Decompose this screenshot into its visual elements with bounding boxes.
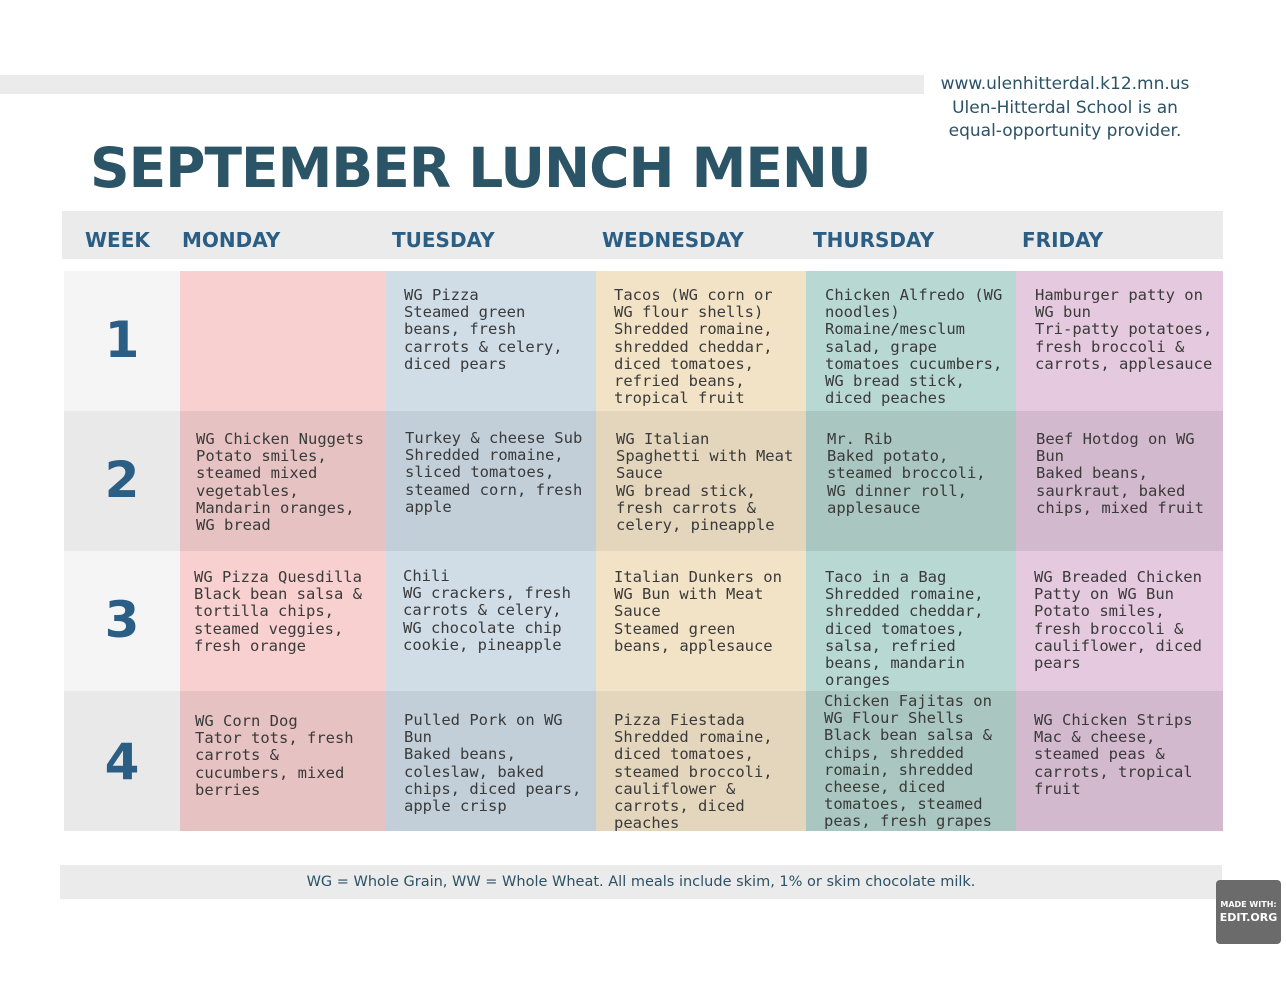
badge-brand: EDIT.ORG bbox=[1219, 911, 1278, 924]
menu-item-wednesday: Pizza Fiestada Shredded romaine, diced tomatoes, steamed broccoli, cauliflower & carrots, diced peaches bbox=[614, 711, 773, 833]
column-header-monday: MONDAY bbox=[182, 228, 281, 252]
week-number: 1 bbox=[104, 311, 140, 369]
menu-item-thursday: Mr. Rib Baked potato, steamed broccoli, WG dinner roll, applesauce bbox=[827, 430, 986, 517]
menu-item-tuesday: Pulled Pork on WG Bun Baked beans, coleslaw, baked chips, diced pears, apple crisp bbox=[404, 711, 582, 816]
week-row-2 bbox=[64, 411, 1223, 551]
monday-cell bbox=[180, 271, 386, 411]
menu-item-monday: WG Pizza Quesdilla Black bean salsa & tortilla chips, steamed veggies, fresh orange bbox=[194, 568, 362, 655]
made-with-badge[interactable] bbox=[1216, 880, 1281, 944]
menu-item-friday: Hamburger patty on WG bun Tri-patty potatoes, fresh broccoli & carrots, applesauce bbox=[1035, 286, 1213, 373]
menu-item-thursday: Taco in a Bag Shredded romaine, shredded cheddar, diced tomatoes, salsa, refried beans, mandarin oranges bbox=[825, 568, 984, 690]
menu-item-wednesday: Tacos (WG corn or WG flour shells) Shredded romaine, shredded cheddar, diced tomatoes, refried beans, tropical fruit bbox=[614, 286, 773, 408]
menu-item-monday: WG Corn Dog Tator tots, fresh carrots & cucumbers, mixed berries bbox=[195, 712, 354, 799]
footer-note: WG = Whole Grain, WW = Whole Wheat. All meals include skim, 1% or skim chocolate milk. bbox=[306, 874, 976, 890]
week-number: 4 bbox=[104, 733, 140, 791]
menu-item-friday: Beef Hotdog on WG Bun Baked beans, saurkraut, baked chips, mixed fruit bbox=[1036, 430, 1204, 517]
school-info bbox=[934, 73, 1196, 144]
column-header-thursday: THURSDAY bbox=[813, 228, 935, 252]
footer-bar bbox=[60, 865, 1222, 899]
column-header-friday: FRIDAY bbox=[1022, 228, 1104, 252]
menu-item-tuesday: Chili WG crackers, fresh carrots & celery, WG chocolate chip cookie, pineapple bbox=[403, 567, 571, 654]
menu-item-thursday: Chicken Alfredo (WG noodles) Romaine/mesclum salad, grape tomatoes cucumbers, WG bread stick, diced peaches bbox=[825, 286, 1003, 408]
week-row-3 bbox=[64, 551, 1223, 691]
menu-grid bbox=[64, 271, 1223, 831]
page-title: SEPTEMBER LUNCH MENU bbox=[90, 136, 871, 200]
column-header-tuesday: TUESDAY bbox=[392, 228, 495, 252]
week-row-1 bbox=[64, 271, 1223, 411]
week-row-4 bbox=[64, 691, 1223, 831]
menu-item-thursday: Chicken Fajitas on WG Flour Shells Black bean salsa & chips, shredded romain, shredded cheese, diced tomatoes, steamed peas, fresh grapes bbox=[824, 692, 992, 831]
menu-item-tuesday: WG Pizza Steamed green beans, fresh carrots & celery, diced pears bbox=[404, 286, 563, 373]
menu-item-monday: WG Chicken Nuggets Potato smiles, steamed mixed vegetables, Mandarin oranges, WG bread bbox=[196, 430, 364, 535]
column-header-row bbox=[62, 211, 1223, 259]
badge-label: MADE WITH: bbox=[1220, 900, 1277, 909]
equal-opportunity-notice-line1: Ulen-Hitterdal School is an bbox=[952, 97, 1178, 118]
week-number: 2 bbox=[104, 451, 140, 509]
menu-item-friday: WG Chicken Strips Mac & cheese, steamed peas & carrots, tropical fruit bbox=[1034, 711, 1193, 798]
equal-opportunity-notice-line2: equal-opportunity provider. bbox=[948, 121, 1182, 141]
menu-item-tuesday: Turkey & cheese Sub Shredded romaine, sliced tomatoes, steamed corn, fresh apple bbox=[405, 429, 583, 516]
top-decorative-bar bbox=[0, 75, 924, 94]
menu-item-wednesday: WG Italian Spaghetti with Meat Sauce WG bread stick, fresh carrots & celery, pineapple bbox=[616, 430, 794, 535]
column-header-week: WEEK bbox=[85, 228, 150, 252]
column-header-wednesday: WEDNESDAY bbox=[602, 228, 744, 252]
week-number: 3 bbox=[104, 591, 140, 649]
website-link[interactable]: www.ulenhitterdal.k12.mn.us bbox=[940, 74, 1190, 94]
menu-item-friday: WG Breaded Chicken Patty on WG Bun Potato smiles, fresh broccoli & cauliflower, diced pears bbox=[1034, 568, 1202, 673]
menu-item-wednesday: Italian Dunkers on WG Bun with Meat Sauce Steamed green beans, applesauce bbox=[614, 568, 782, 655]
